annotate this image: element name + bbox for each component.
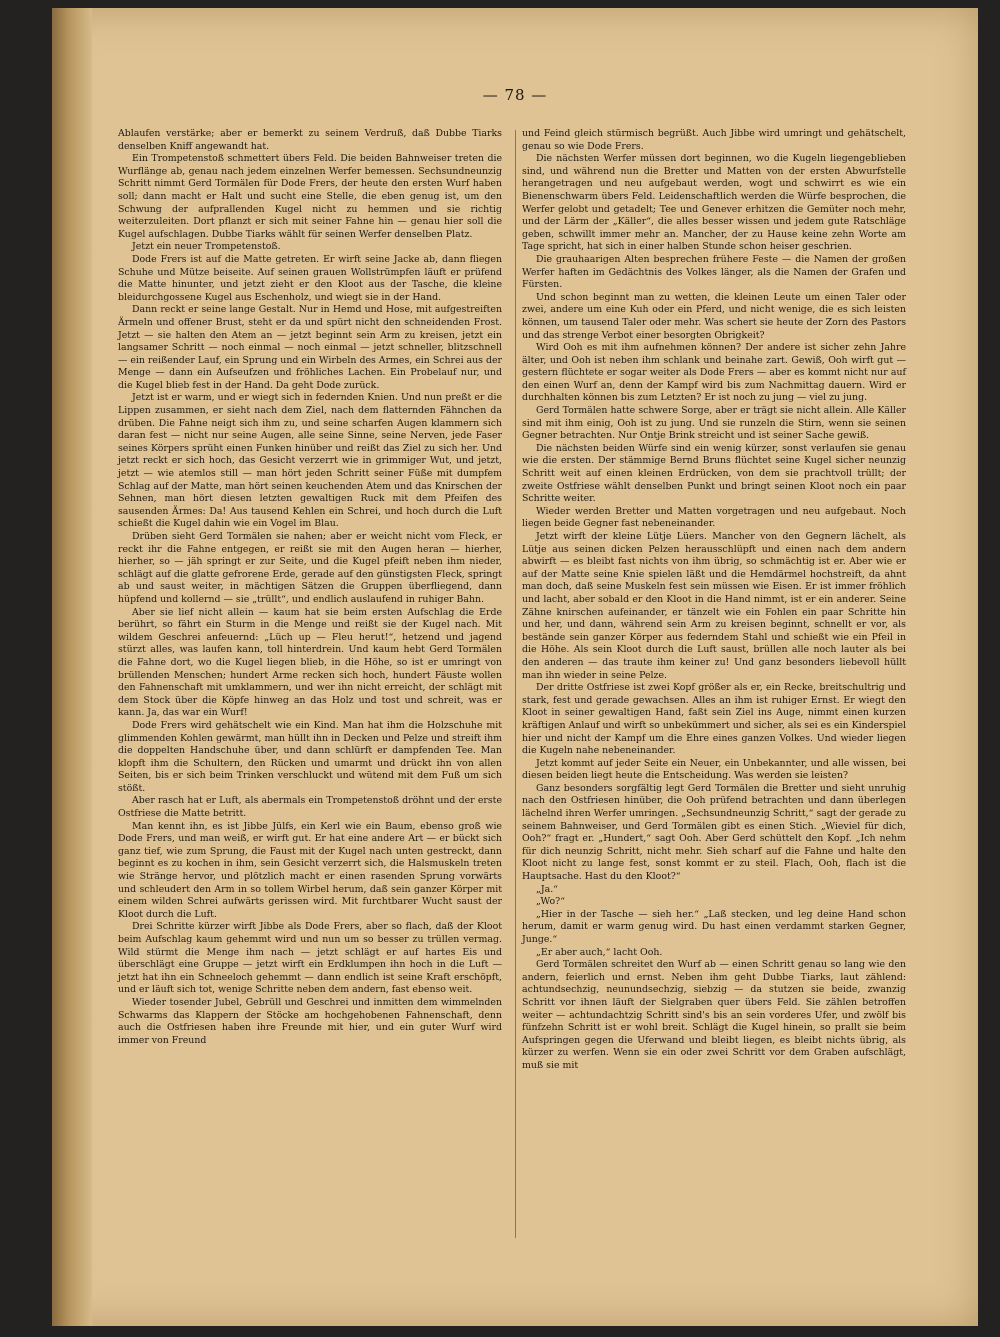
paragraph: Die nächsten Werfer müssen dort beginnen, wo die Kugeln liegengeblieben sind, und während nun die Bretter und Matten von der ersten Abwurfstelle herangetragen und neu aufgebaut werden, wogt und schwirrt es wie ein Bienenschwarm übers Feld. Leidenschaftlich werden die Würfe besprochen, die Werfer gelobt und getadelt; Tee und Genever erhitzen die Gemüter noch mehr, und der Lärm der „Käller“, die alles besser wissen und jedem gute Ratschläge geben, schwillt immer mehr an. Mancher, der zu Hause keine zehn Worte am Tage spricht, hat sich in einer halben Stunde schon heiser geschrien.	[522, 153, 906, 253]
paragraph: „Ja.“	[536, 883, 558, 895]
page-number: — 78 —	[482, 86, 548, 104]
paragraph: Wird Ooh es mit ihm aufnehmen können? Der andere ist sicher zehn Jahre älter, und Ooh ist neben ihm schlank und beinahe zart. Gewiß, Ooh wirft gut — gestern flüchtete er sogar weiter als Dode Frers — aber es kommt nicht nur auf den einen Wurf an, denn der Kampf wird bis zum Nachmittag dauern. Wird er durchhalten können bis zum Letzten? Er ist noch zu jung — viel zu jung.	[522, 342, 906, 404]
right-column	[522, 128, 906, 1073]
paragraph: „Er aber auch,“ lacht Ooh.	[536, 946, 663, 958]
paragraph: Jetzt ist er warm, und er wiegt sich in federnden Knien. Und nun preßt er die Lippen zusammen, er sieht nach dem Ziel, nach dem flatternden Fähnchen da drüben. Die Fahne neigt sich ihm zu, und seine scharfen Augen klammern sich daran fest — nicht nur seine Augen, alle seine Sinne, seine Nerven, jede Faser seines Körpers sprüht einen Funken hinüber und reißt das Ziel zu sich her. Und jetzt reckt er sich hoch, das Gesicht verzerrt wie in grimmiger Wut, und jetzt, jetzt — wie atemlos still — man hört jeden Schritt seiner Füße mit dumpfem Schlag auf der Matte, man hört seinen keuchenden Atem und das Knirschen der Sehnen, man hört diesen letzten gewaltigen Ruck mit dem Pfeifen des sausenden Ärmes: Da! Aus tausend Kehlen ein Schrei, und hoch durch die Luft schießt die Kugel dahin wie ein Vogel im Blau.	[118, 392, 502, 530]
paragraph: Dann reckt er seine lange Gestalt. Nur in Hemd und Hose, mit aufgestreiften Ärmeln und offener Brust, steht er da und spürt nicht den schneidenden Frost. Jetzt — sie halten den Atem an — jetzt beginnt sein Arm zu kreisen, jetzt ein langsamer Schritt — noch einmal — noch einmal — jetzt schneller, blitzschnell — ein reißender Lauf, ein Sprung und ein Wirbeln des Armes, ein Schrei aus der Menge — dann ein Aufseufzen und fröhliches Lachen. Ein Probelauf nur, und die Kugel blieb fest in der Hand. Da geht Dode zurück.	[118, 304, 502, 391]
paragraph: Drei Schritte kürzer wirft Jibbe als Dode Frers, aber so flach, daß der Kloot beim Aufschlag kaum gehemmt wird und nun um so besser zu trüllen vermag. Wild stürmt die Menge ihm nach — jetzt schlägt er auf hartes Eis und überschlägt eine Gruppe — jetzt wirft ein Erdklumpen ihn hoch in die Luft — jetzt hat ihn ein Schneeloch gehemmt — dann endlich ist seine Kraft erschöpft, und er läuft sich tot, wenige Schritte neben dem andern, fast ebenso weit.	[118, 921, 502, 996]
paragraph: Jetzt ein neuer Trompetenstoß.	[132, 241, 281, 253]
paragraph: Ein Trompetenstoß schmettert übers Feld. Die beiden Bahnweiser treten die Wurflänge ab, genau nach jedem einzelnen Werfer bemessen. Sechsundneunzig Schritt nimmt Gerd Tormälen für Dode Frers, der heute den ersten Wurf haben soll; dann macht er Halt und sucht eine Stelle, die eben genug ist, um den Schwung der aufprallenden Kugel nicht zu hemmen und sie richtig weiterzuleiten. Dort pflanzt er sich mit seiner Fahne hin — genau hier soll die Kugel aufschlagen. Dubbe Tiarks wählt für seinen Werfer denselben Platz.	[118, 153, 502, 240]
paragraph: „Wo?“	[536, 896, 565, 908]
paragraph: Ablaufen verstärke; aber er bemerkt zu seinem Verdruß, daß Dubbe Tiarks denselben Kniff angewandt hat.	[118, 128, 502, 152]
paragraph: Aber rasch hat er Luft, als abermals ein Trompetenstoß dröhnt und der erste Ostfriese die Matte betritt.	[118, 795, 502, 820]
paragraph: Gerd Tormälen hatte schwere Sorge, aber er trägt sie nicht allein. Alle Käller sind mit ihm einig, Ooh ist zu jung. Und sie runzeln die Stirn, wenn sie seinen Gegner betrachten. Nur Ontje Brink streicht und ist seiner Sache gewiß.	[522, 405, 906, 442]
paragraph: Der dritte Ostfriese ist zwei Kopf größer als er, ein Recke, breitschultrig und stark, fest und gerade gewachsen. Alles an ihm ist ruhiger Ernst. Er wiegt den Kloot in seiner gewaltigen Hand, faßt sein Ziel ins Auge, nimmt einen kurzen kräftigen Anlauf und wirft so unbekümmert und sicher, als sei es ein Kinderspiel hier und nicht der Kampf um die Ehre eines ganzen Volkes. Und wieder liegen die Kugeln nahe nebeneinander.	[522, 682, 906, 757]
paragraph: Aber sie lief nicht allein — kaum hat sie beim ersten Aufschlag die Erde berührt, so fährt ein Sturm in die Menge und reißt sie der Kugel nach. Mit wildem Geschrei anfeuernd: „Lüch up — Fleu herut!“, hetzend und jagend stürzt alles, was laufen kann, toll hinterdrein. Und kaum hebt Gerd Tormälen die Fahne dort, wo die Kugel liegen blieb, in die Höhe, so ist er umringt von brüllenden Menschen; hundert Arme recken sich hoch, hundert Fäuste wollen den Fahnenschaft mit umklammern, und wer ihn nicht erreicht, der schlägt mit dem Stock über die Köpfe hinweg an das Holz und tost und schreit, was er kann. Ja, das war ein Wurf!	[118, 606, 502, 719]
paragraph: Dode Frers ist auf die Matte getreten. Er wirft seine Jacke ab, dann fliegen Schuhe und Mütze beiseite. Auf seinen grauen Wollstrümpfen läuft er prüfend die Matte hinunter, und jetzt zieht er den Kloot aus der Tasche, die kleine bleidurchgossene Kugel aus Eschenholz, und wiegt sie in der Hand.	[118, 253, 502, 303]
paragraph: Dode Frers wird gehätschelt wie ein Kind. Man hat ihm die Holzschuhe mit glimmenden Kohlen gewärmt, man hüllt ihn in Decken und Pelze und streift ihm die doppelten Handschuhe über, und dann schlürft er dampfenden Tee. Man klopft ihm die Schultern, den Rücken und umarmt und drückt ihn von allen Seiten, bis er sich beim Trinken verschluckt und wütend mit dem Fuß um sich stößt.	[118, 719, 502, 794]
book-page	[52, 8, 978, 1326]
paragraph: Die nächsten beiden Würfe sind ein wenig kürzer, sonst verlaufen sie genau wie die ersten. Der stämmige Bernd Bruns flüchtet seine Kugel sicher neunzig Schritt weit auf einen kleinen Erdrücken, von dem sie prachtvoll trüllt; der zweite Ostfriese wählt denselben Punkt und bringt seinen Kloot noch ein paar Schritte weiter.	[522, 442, 906, 505]
paragraph: Wieder tosender Jubel, Gebrüll und Geschrei und inmitten dem wimmelnden Schwarms das Klappern der Stöcke am hochgehobenen Fahnenschaft, denn auch die Ostfriesen haben ihre Freunde mit hier, und ein guter Wurf wird immer von Freund	[118, 996, 502, 1046]
paragraph: Wieder werden Bretter und Matten vorgetragen und neu aufgebaut. Noch liegen beide Gegner fast nebeneinander.	[522, 505, 906, 530]
page-gutter	[52, 8, 92, 1326]
paragraph: Jetzt wirft der kleine Lütje Lüers. Mancher von den Gegnern lächelt, als Lütje aus seinen dicken Pelzen herausschlüpft und einen nach dem andern abwirft — es bleibt fast nichts von ihm übrig, so schmächtig ist er. Aber wie er auf der Matte seine Knie spielen läßt und die Hemdärmel hochstreift, da ahnt man doch, daß seine Muskeln fest sein müssen wie Eisen. Er ist immer fröhlich und lacht, aber sobald er den Kloot in die Hand nimmt, ist er ein anderer. Seine Zähne knirschen aufeinander, er tänzelt wie ein Fohlen ein paar Schritte hin und her, und dann, während sein Arm zu kreisen beginnt, schnellt er vor, als bestände sein ganzer Körper aus federndem Stahl und schießt wie ein Pfeil in die Höhe. Als sein Kloot durch die Luft saust, brüllen alle noch lauter als bei den anderen — das traute ihm keiner zu! Und ganz besonders liebevoll hüllt man ihn wieder in seine Pelze.	[522, 531, 906, 681]
paragraph: Man kennt ihn, es ist Jibbe Jülfs, ein Kerl wie ein Baum, ebenso groß wie Dode Frers, und man weiß, er wirft gut. Er hat eine andere Art — er bückt sich ganz tief, wie zum Sprung, die Faust mit der Kugel nach unten gestreckt, dann beginnt es zu kochen in ihm, sein Gesicht verzerrt sich, die Halsmuskeln treten wie Stränge hervor, und plötzlich macht er einen rasenden Sprung vorwärts und schleudert den Arm in so tollem Wirbel herum, daß sein ganzer Körper mit einem wilden Schrei aufwärts gerissen wird. Mit furchtbarer Wucht saust der Kloot durch die Luft.	[118, 820, 502, 920]
paragraph: Ganz besonders sorgfältig legt Gerd Tormälen die Bretter und sieht unruhig nach den Ostfriesen hinüber, die Ooh prüfend betrachten und dann überlegen lächelnd ihren Werfer umringen. „Sechsundneunzig Schritt,“ sagt der gerade zu seinem Bahnweiser, und Gerd Tormälen gibt es einen Stich. „Wieviel für dich, Ooh?“ fragt er. „Hundert,“ sagt Ooh. Aber Gerd schüttelt den Kopf. „Ich nehm für dich neunzig Schritt, nicht mehr. Sieh scharf auf die Fahne und halte den Kloot nicht zu lange fest, sonst kommt er zu steil. Flach, Ooh, flach ist die Hauptsache. Hast du den Kloot?“	[522, 782, 906, 883]
paragraph: und Feind gleich stürmisch begrüßt. Auch Jibbe wird umringt und gehätschelt, genau so wie Dode Frers.	[522, 128, 906, 152]
paragraph: „Hier in der Tasche — sieh her.“ „Laß stecken, und leg deine Hand schon herum, damit er warm genug wird. Du hast einen verdammt starken Gegner, Junge.“	[522, 908, 906, 945]
left-column	[118, 128, 502, 1047]
paragraph: Jetzt kommt auf jeder Seite ein Neuer, ein Unbekannter, und alle wissen, bei diesen beiden liegt heute die Entscheidung. Was werden sie leisten?	[522, 757, 906, 782]
paragraph: Gerd Tormälen schreitet den Wurf ab — einen Schritt genau so lang wie den andern, feierlich und ernst. Neben ihm geht Dubbe Tiarks, laut zählend: achtundsechzig, neunundsechzig, siebzig — da stutzen sie beide, zwanzig Schritt vor ihnen läuft der Sielgraben quer übers Feld. Sie zählen betroffen weiter — achtundachtzig Schritt sind's bis an sein vorderes Ufer, und zwölf bis fünfzehn Schritt ist er wohl breit. Schlägt die Kugel hinein, so prallt sie beim Aufspringen gegen die Uferwand und bleibt liegen, es bleibt nichts übrig, als kürzer zu werfen. Wenn sie ein oder zwei Schritt vor dem Graben aufschlägt, muß sie mit	[522, 959, 906, 1071]
paragraph: Und schon beginnt man zu wetten, die kleinen Leute um einen Taler oder zwei, andere um eine Kuh oder ein Pferd, und nicht wenige, die es sich leisten können, um tausend Taler oder mehr. Was schert sie heute der Zorn des Pastors und das strenge Verbot einer besorgten Obrigkeit?	[522, 291, 906, 341]
column-divider	[515, 130, 516, 1238]
paragraph: Drüben sieht Gerd Tormälen sie nahen; aber er weicht nicht vom Fleck, er reckt ihr die Fahne entgegen, er reißt sie mit den Augen heran — hierher, hierher, so — jäh springt er zur Seite, und die Kugel pfeift neben ihm nieder, schlägt auf die glatte gefrorene Erde, gerade auf den günstigsten Fleck, springt ab und saust weiter, in mächtigen Sätzen die Gruppen überfliegend, dann hüpfend und kollernd — sie „trüllt“, und endlich auslaufend in ruhiger Bahn.	[118, 531, 502, 605]
paragraph: Die grauhaarigen Alten besprechen frühere Feste — die Namen der großen Werfer haften im Gedächtnis des Volkes länger, als die Namen der Grafen und Fürsten.	[522, 253, 906, 291]
